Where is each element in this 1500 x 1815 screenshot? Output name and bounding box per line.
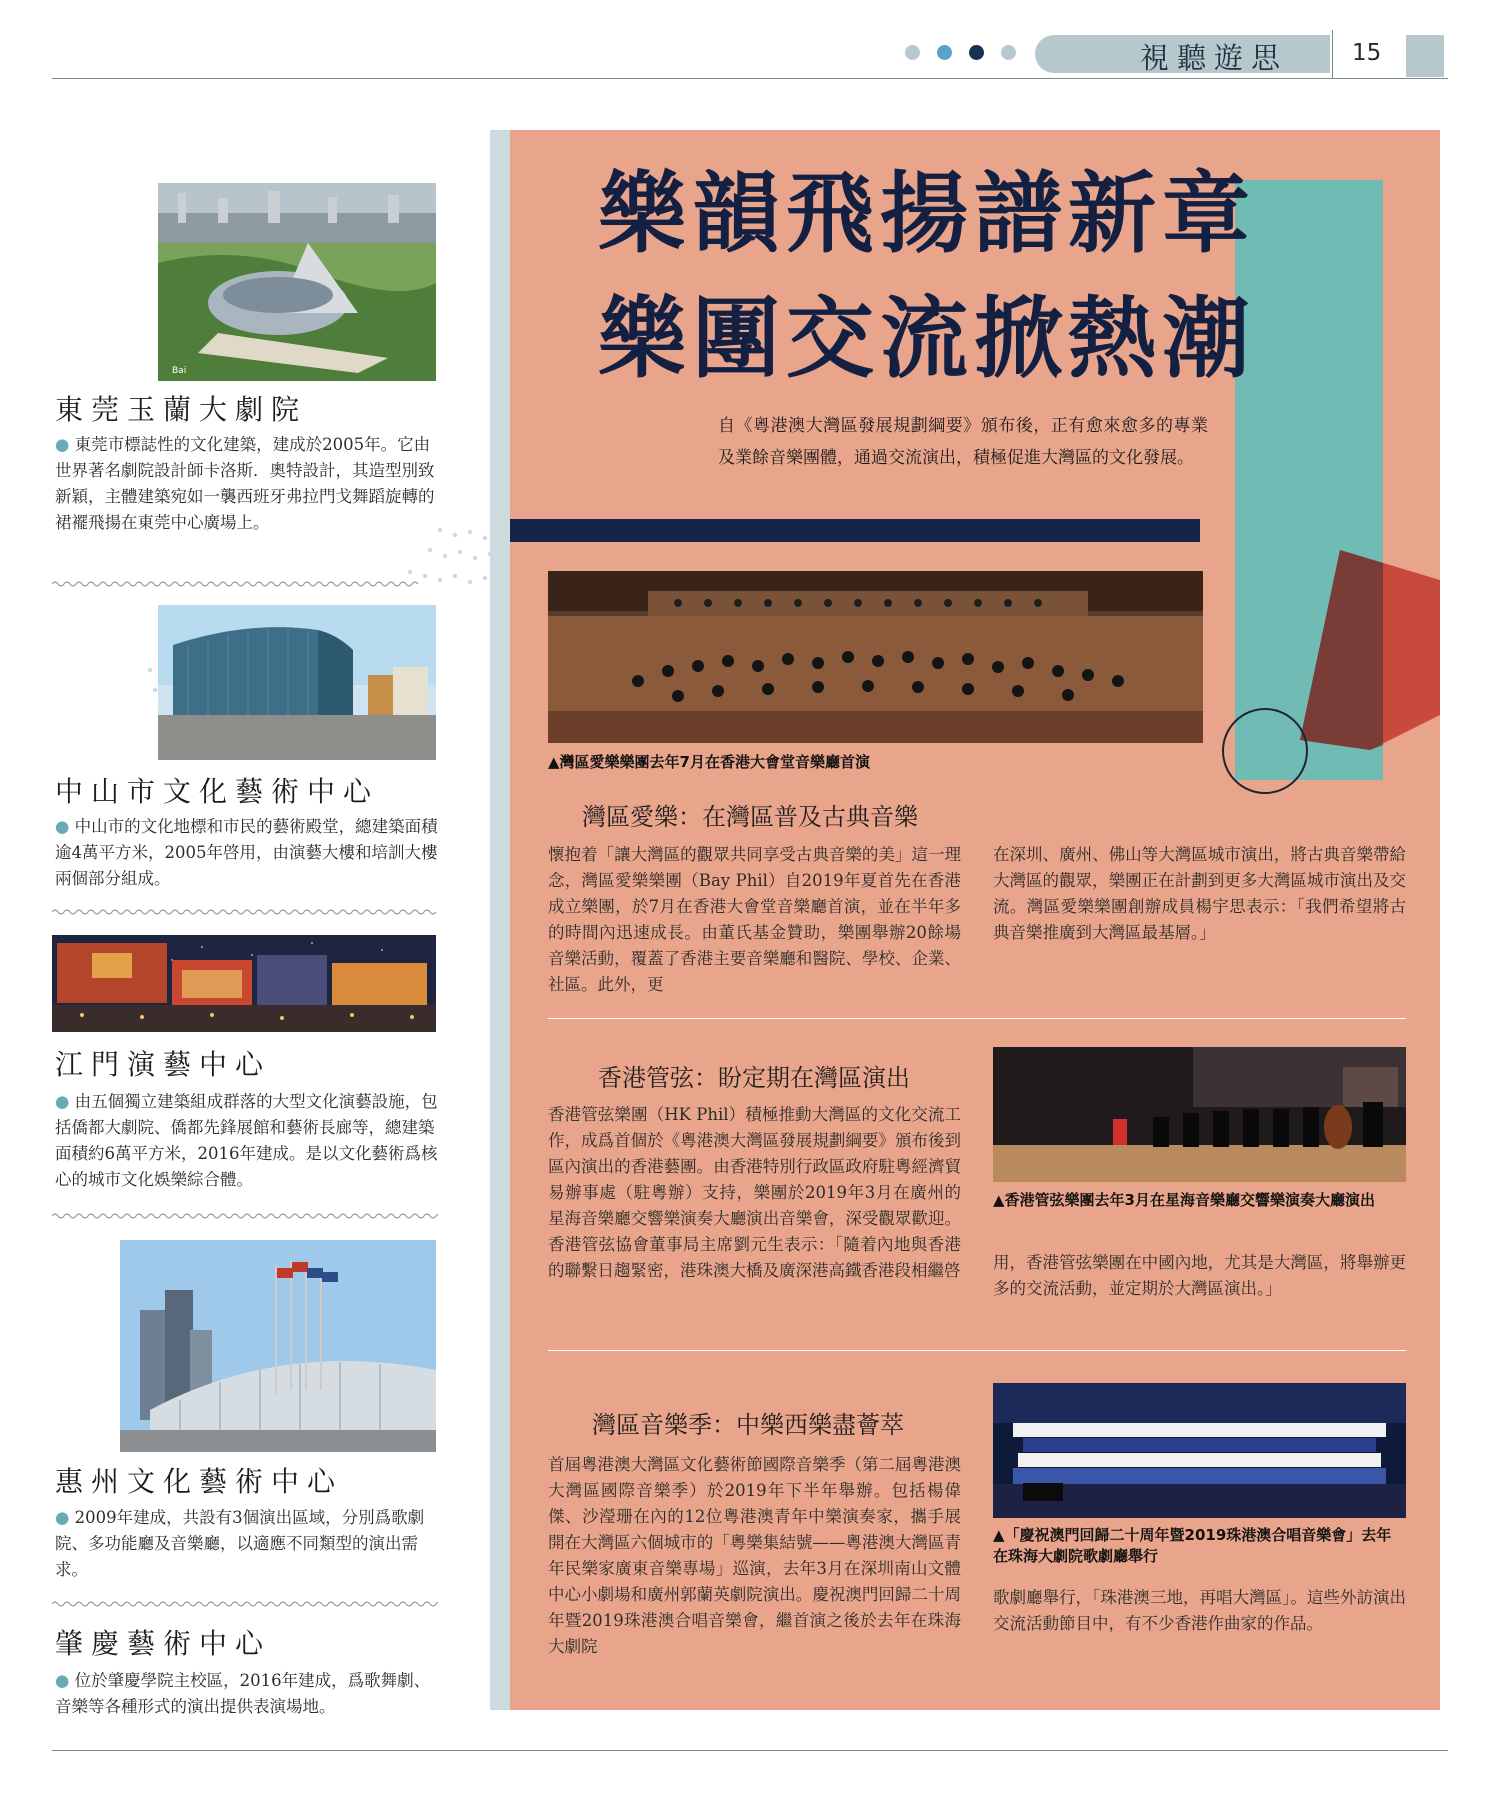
venue-desc-zhongshan: ● 中山市的文化地標和市民的藝術殿堂，總建築面積逾4萬平方米，2005年啓用，由演藝大樓和培訓大樓兩個部分組成。: [55, 817, 438, 888]
wavy-divider: [52, 580, 438, 590]
venue-photo-zhongshan: [158, 605, 436, 760]
photo1-caption: ▲灣區愛樂樂團去年7月在香港大會堂音樂廳首演: [548, 753, 870, 771]
wavy-divider: [52, 1212, 438, 1222]
section-divider: [548, 1018, 1406, 1019]
photo-hk-phil-concert: [993, 1047, 1406, 1182]
venue-photo-jiangmen: [52, 935, 436, 1032]
header-dot-4: [1001, 45, 1016, 60]
header-tab: [1406, 35, 1444, 77]
bullet-icon: ●: [55, 1092, 75, 1111]
article-title-line1: 樂韻飛揚譜新章: [598, 162, 1257, 265]
venue-desc-zhaoqing: ● 位於肇慶學院主校區，2016年建成，爲歌舞劇、音樂等各種形式的演出提供表演場地。: [55, 1671, 431, 1716]
navy-divider-bar: [510, 519, 1200, 542]
footer-rule: [52, 1750, 1448, 1751]
venue-name-huizhou: 惠州文化藝術中心: [55, 1465, 344, 1498]
venue-desc-jiangmen: ● 由五個獨立建築組成群落的大型文化演藝設施，包括僑都大劇院、僑都先鋒展館和藝術長廊等，總建築面積約6萬平方米，2016年建成。是以文化藝術爲核心的城市文化娛樂綜合體。: [55, 1092, 438, 1189]
article-title-line2: 樂團交流掀熱潮: [598, 287, 1257, 390]
section1-col1: 懷抱着「讓大灣區的觀眾共同享受古典音樂的美」這一理念，灣區愛樂樂團（Bay Phil）自2019年夏首先在香港成立樂團，於7月在香港大會堂音樂廳首演，並在半年多的時間內迅速成長。由董氏基金贊助，樂團舉辦20餘場音樂活動，覆蓋了香港主要音樂廳和醫院、學校、企業、社區。此外，更: [548, 845, 961, 994]
venue-name-zhongshan: 中山市文化藝術中心: [55, 775, 380, 808]
section3-col1: 首屆粵港澳大灣區文化藝術節國際音樂季（第二屆粵港澳大灣區國際音樂季）於2019年下半年舉辦。包括楊偉傑、沙瀅珊在內的12位粵港澳青年中樂演奏家，攜手展開在大灣區六個城市的「粵樂集結號——粵港澳大灣區青年民樂家廣東音樂專場」巡演，去年3月在深圳南山文體中心小劇場和廣州郭蘭英劇院演出。慶祝澳門回歸二十周年暨2019珠港澳合唱音樂會，繼首演之後於去年在珠海大劇院: [548, 1455, 961, 1656]
venue-desc-huizhou: ● 2009年建成，共設有3個演出區域，分別爲歌劇院、多功能廳及音樂廳，以適應不同類型的演出需求。: [55, 1508, 425, 1579]
venue-photo-huizhou: [120, 1240, 436, 1452]
header-dot-3: [969, 45, 984, 60]
wavy-divider: [52, 1600, 438, 1610]
header-dot-1: [905, 45, 920, 60]
photo2-caption: ▲香港管弦樂團去年3月在星海音樂廳交響樂演奏大廳演出: [993, 1191, 1375, 1209]
section-divider: [548, 1350, 1406, 1351]
header-section-title: 視聽遊思: [1140, 41, 1289, 75]
venue-name-zhaoqing: 肇慶藝術中心: [55, 1627, 272, 1660]
bullet-icon: ●: [55, 1508, 75, 1527]
article-intro: 自《粵港澳大灣區發展規劃綱要》頒布後，正有愈來愈多的專業及業餘音樂團體，通過交流演出，積極促進大灣區的文化發展。: [718, 416, 1208, 468]
header-separator: [1332, 30, 1333, 78]
section2-col2: 用，香港管弦樂團在中國內地，尤其是大灣區，將舉辦更多的交流活動，並定期於大灣區演出。」: [993, 1253, 1406, 1298]
photo-watermark: Bai: [172, 366, 187, 376]
section1-heading: 灣區愛樂：在灣區普及古典音樂: [582, 803, 918, 831]
red-decor-shape: [1300, 550, 1440, 750]
bullet-icon: ●: [55, 1671, 75, 1690]
bullet-icon: ●: [55, 817, 75, 836]
wavy-divider: [52, 908, 438, 918]
venue-desc-dongguan: ● 東莞市標誌性的文化建築，建成於2005年。它由世界著名劇院設計師卡洛斯．奧特設計，其造型別致新穎，主體建築宛如一襲西班牙弗拉門戈舞蹈旋轉的裙襬飛揚在東莞中心廣場上。: [55, 435, 435, 532]
section2-col1: 香港管弦樂團（HK Phil）積極推動大灣區的文化交流工作，成爲首個於《粵港澳大灣區發展規劃綱要》頒布後到區內演出的香港藝團。由香港特別行政區政府駐粵經濟貿易辦事處（駐粵辦）支持，樂團於2019年3月在廣州的星海音樂廳交響樂演奏大廳演出音樂會，深受觀眾歡迎。香港管弦協會董事局主席劉元生表示：「隨着內地與香港的聯繫日趨緊密，港珠澳大橋及廣深港高鐵香港段相繼啓: [548, 1105, 961, 1280]
bullet-icon: ●: [55, 435, 75, 454]
section3-col2: 歌劇廳舉行，「珠港澳三地，再唱大灣區」。這些外訪演出交流活動節目中，有不少香港作曲家的作品。: [993, 1588, 1406, 1633]
header-dot-2: [937, 45, 952, 60]
panel-edge: [490, 130, 510, 1710]
photo-choir-concert: [993, 1383, 1406, 1518]
section2-heading: 香港管弦：盼定期在灣區演出: [598, 1064, 910, 1092]
section1-col2: 在深圳、廣州、佛山等大灣區城市演出，將古典音樂帶給大灣區的觀眾，樂團正在計劃到更多大灣區城市演出及交流。灣區愛樂樂團創辦成員楊宇思表示：「我們希望將古典音樂推廣到大灣區最基層。」: [993, 845, 1406, 942]
photo-bay-phil-orchestra: [548, 571, 1203, 743]
photo3-caption: ▲「慶祝澳門回歸二十周年暨2019珠港澳合唱音樂會」去年在珠海大劇院歌劇廳舉行: [993, 1526, 1392, 1565]
venue-name-dongguan: 東莞玉蘭大劇院: [55, 393, 308, 426]
venue-photo-dongguan: [158, 183, 436, 381]
page-number: 15: [1352, 40, 1382, 66]
venue-name-jiangmen: 江門演藝中心: [55, 1048, 272, 1081]
circle-decoration: [1222, 708, 1308, 794]
header-rule: [52, 78, 1448, 79]
section3-heading: 灣區音樂季：中樂西樂盡薈萃: [592, 1411, 904, 1439]
